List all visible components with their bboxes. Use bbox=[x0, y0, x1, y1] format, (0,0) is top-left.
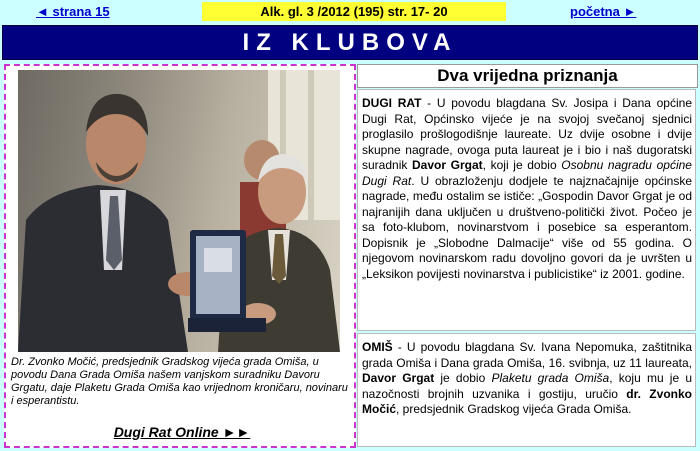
paragraph-text: je dobio bbox=[434, 371, 492, 385]
article-omis bbox=[357, 333, 696, 447]
person-name: Davor Grgat bbox=[362, 371, 435, 385]
award-photo-illustration bbox=[18, 70, 340, 352]
place-heading: OMIŠ bbox=[362, 340, 393, 354]
award-name: Plaketu grada Omiša bbox=[491, 371, 610, 385]
section-banner bbox=[2, 25, 698, 60]
article-paragraph bbox=[362, 96, 692, 282]
section-title: IZ KLUBOVA bbox=[242, 28, 458, 56]
dugi-rat-online-link[interactable]: Dugi Rat Online ►► bbox=[113, 424, 251, 440]
article-dugi-rat bbox=[357, 89, 696, 331]
photo-panel bbox=[4, 64, 356, 448]
place-heading: DUGI RAT bbox=[362, 96, 422, 110]
paragraph-text: , koju mu je u nazočnosti brojnih uzvanika i gostiju, uručio bbox=[362, 371, 693, 401]
presenter-name: dr. Zvonko Močić bbox=[362, 386, 692, 416]
paragraph-text: - U povodu blagdana Sv. Ivana Nepomuka, zaštitnika grada Omiša i Dana grada Omiša, 16. svibnja, uz 11 laureata, bbox=[362, 340, 692, 370]
article-paragraph bbox=[362, 340, 692, 418]
award-name: Osobnu nagradu općine Dugi Rat bbox=[362, 158, 692, 188]
person-name: Davor Grgat bbox=[412, 158, 483, 172]
photo-caption: Dr. Zvonko Močić, predsjednik Gradskog vijeća grada Omiša, u povodu Dana Grada Omiša našem vanjskom suradniku Davoru Grgatu, daje Plaketu Grada Omiša kao vrijednom kroničaru, novinaru i esperantistu. bbox=[11, 356, 348, 407]
issue-label: Alk. gl. 3 /2012 (195) str. 17- 20 bbox=[202, 2, 506, 21]
paragraph-text: . U obrazloženju dodjele te najznačajnije općinske nagrade, među ostalim se ističe: „Gospodin Davor Grgat je od najranijih dana uključen u društveno-politički život. Počeo je sa foto-klubom, novinarstvom i posebice sa esperantom. Dopisnik je „Slobodne Dalmacije“ više od 55 godina. O njegovom novinarskom radu dovoljno govori da je uvršten u „Leksikon povijesti novinarstva i publicistike“ iz 2001. godine. bbox=[362, 173, 693, 281]
article-title: Dva vrijedna priznanja bbox=[357, 64, 698, 88]
top-navigation bbox=[0, 0, 700, 22]
prev-page-link[interactable]: ◄ strana 15 bbox=[36, 4, 110, 19]
paragraph-text: , koji je dobio bbox=[482, 158, 562, 172]
paragraph-text: - U povodu blagdana Sv. Josipa i Dana općine Dugi Rat, Općinsko vijeće je na svojoj svečanoj sjednici proglasilo prošlogodišnje laureate. Uz dvije osobne i dvije skupne nagrade, ovoga puta laureat je i bio i naš dugoratski suradnik bbox=[362, 96, 692, 172]
award-photo bbox=[18, 70, 340, 352]
home-link[interactable]: početna ► bbox=[570, 4, 637, 19]
paragraph-text: , predsjednik Gradskog vijeća Grada Omiša. bbox=[396, 402, 632, 416]
